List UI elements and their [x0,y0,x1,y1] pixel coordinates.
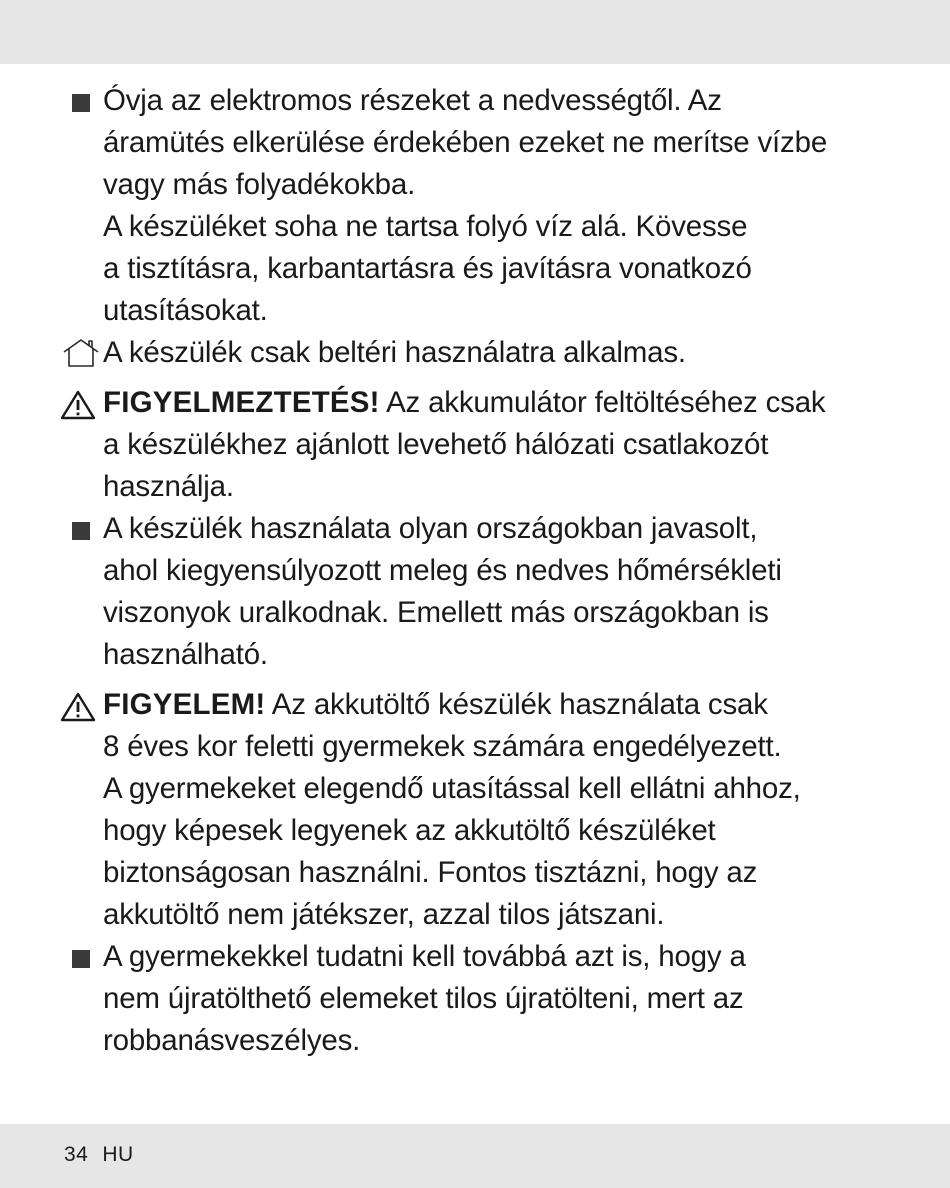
text-line: A gyermekeket elegendő utasítással kell ellátni ahhoz, [103,772,801,805]
text-line: Az akkumulátor feltöltéséhez csak [379,386,826,419]
safety-instructions [60,80,880,1062]
text-line: A gyermekekkel tudatni kell továbbá azt is, hogy a [103,940,746,973]
text-line: utasításokat. [103,294,268,327]
list-item [60,382,880,508]
text-line: A készülék csak beltéri használatra alkalmas. [103,336,686,369]
text-line: Óvja az elektromos részeket a nedvességtől. Az [103,84,722,117]
text-line: vagy más folyadékokba. [103,168,416,201]
text-line: használható. [103,638,268,671]
text-line: ahol kiegyensúlyozott meleg és nedves hőmérsékleti [103,554,782,587]
text-line: akkutöltő nem játékszer, azzal tilos játszani. [103,898,665,931]
list-item [60,80,880,332]
warning-icon [60,390,96,420]
page-number: 34 [64,1143,89,1166]
text-line: robbanásveszélyes. [103,1024,361,1057]
square-bullet-icon [72,94,90,112]
text-line: hogy képesek legyenek az akkutöltő készüléket [103,814,716,847]
text-line: nem újratölthető elemeket tilos újratölteni, mert az [103,982,744,1015]
list-item [60,936,880,1062]
text-line: Az akkutöltő készülék használata csak [265,688,768,721]
warning-icon [60,692,96,722]
house-icon [62,338,100,368]
text-line: A készüléket soha ne tartsa folyó víz alá. Kövesse [103,210,748,243]
square-bullet-icon [72,522,90,540]
footer-band [0,1124,950,1188]
page-footer [64,1143,134,1167]
text-line: a tisztításra, karbantartásra és javításra vonatkozó [103,252,752,285]
text-line: viszonyok uralkodnak. Emellett más országokban is [103,596,769,629]
warning-keyword: FIGYELEM! [103,688,266,721]
text-line: használja. [103,470,234,503]
text-line: biztonságosan használni. Fontos tisztázni, hogy az [103,856,758,889]
header-band [0,0,950,64]
list-item [60,332,880,374]
list-item [60,508,880,676]
text-line: áramütés elkerülése érdekében ezeket ne merítse vízbe [103,126,828,159]
text-line: 8 éves kor feletti gyermekek számára engedélyezett. [103,730,782,763]
language-code: HU [102,1143,134,1166]
warning-keyword: FIGYELMEZTETÉS! [103,386,380,419]
list-item [60,684,880,936]
square-bullet-icon [72,950,90,968]
text-line: A készülék használata olyan országokban javasolt, [103,512,758,545]
text-line: a készülékhez ajánlott levehető hálózati csatlakozót [103,428,769,461]
